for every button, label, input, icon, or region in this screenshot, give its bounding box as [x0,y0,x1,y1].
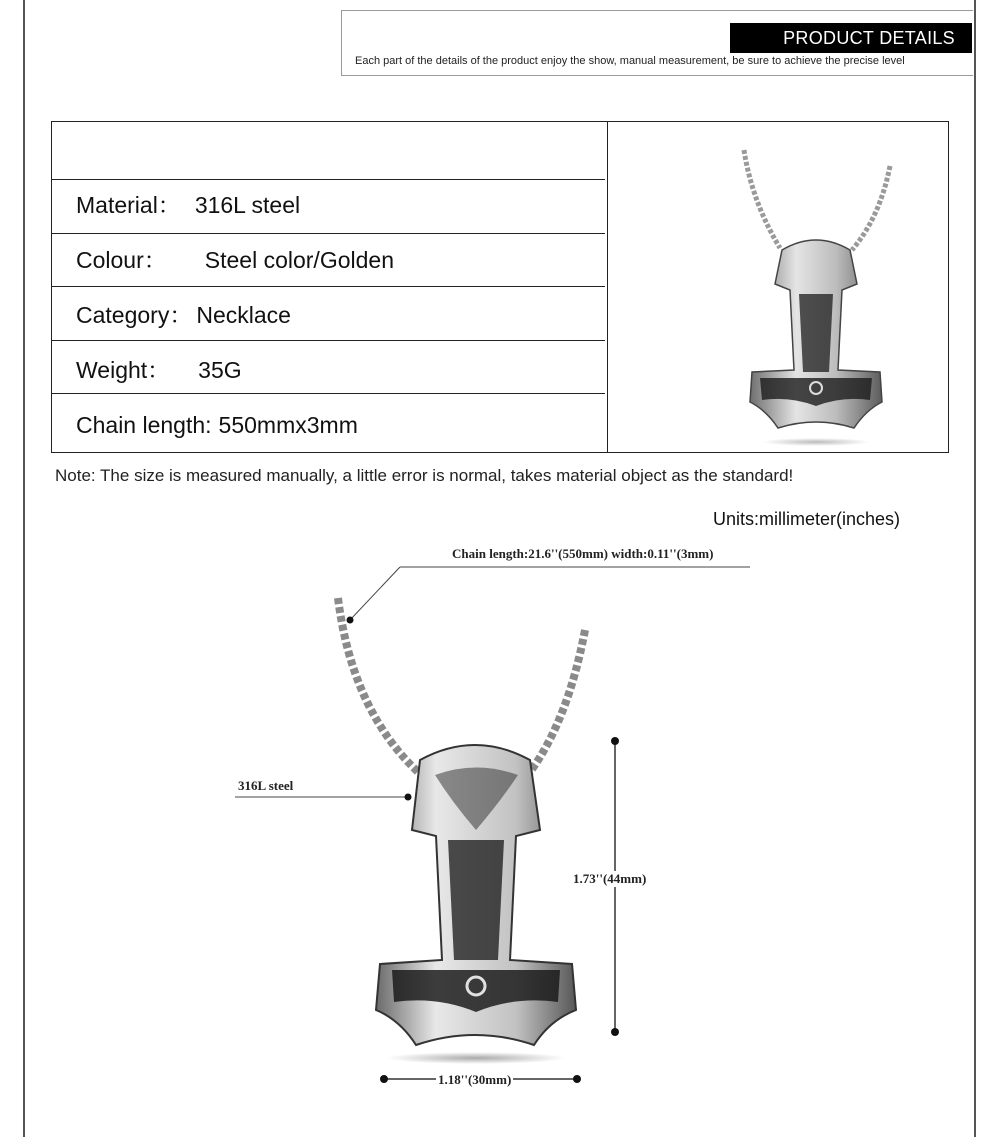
chain-dimension-label: Chain length:21.6''(550mm) width:0.11''(3mm) [452,546,714,561]
spec-value: Necklace [196,302,291,328]
spec-value: 35G [198,357,242,383]
header-subtitle: Each part of the details of the product enjoy the show, manual measurement, be sure to achieve the precise level [355,55,905,67]
spec-label: Chain length: [76,412,212,438]
spec-label: Material： [76,192,181,218]
spec-value: 316L steel [194,192,301,218]
spec-value: Steel color/Golden [204,247,394,273]
table-rule [52,233,605,234]
pendant-dimension-image [230,540,750,1100]
spec-value: 550mmx3mm [218,412,358,438]
spec-row-chain-length [76,410,358,440]
spec-label: Category： [76,302,193,328]
table-rule [52,340,605,341]
spec-table [51,121,949,453]
table-rule [52,393,605,394]
measurement-note: Note: The size is measured manually, a little error is normal, takes material object as the standard! [55,466,794,485]
units-label: Units:millimeter(inches) [713,509,901,529]
spec-row-colour [76,245,394,275]
material-callout-label: 316L steel [238,778,294,793]
product-details-title: PRODUCT DETAILS [730,23,972,53]
pendant-thumbnail-image [652,122,948,452]
table-rule [52,179,605,180]
spec-row-category [76,300,291,330]
table-rule [52,286,605,287]
right-frame-line [974,0,976,1137]
spec-row-weight [76,355,242,385]
table-divider [607,122,608,452]
spec-label: Colour： [76,247,167,273]
left-frame-line [23,0,25,1137]
spec-label: Weight： [76,357,171,383]
height-dimension-label: 1.73''(44mm) [573,871,647,886]
width-dimension-label: 1.18''(30mm) [438,1072,512,1087]
spec-row-material [76,190,300,220]
